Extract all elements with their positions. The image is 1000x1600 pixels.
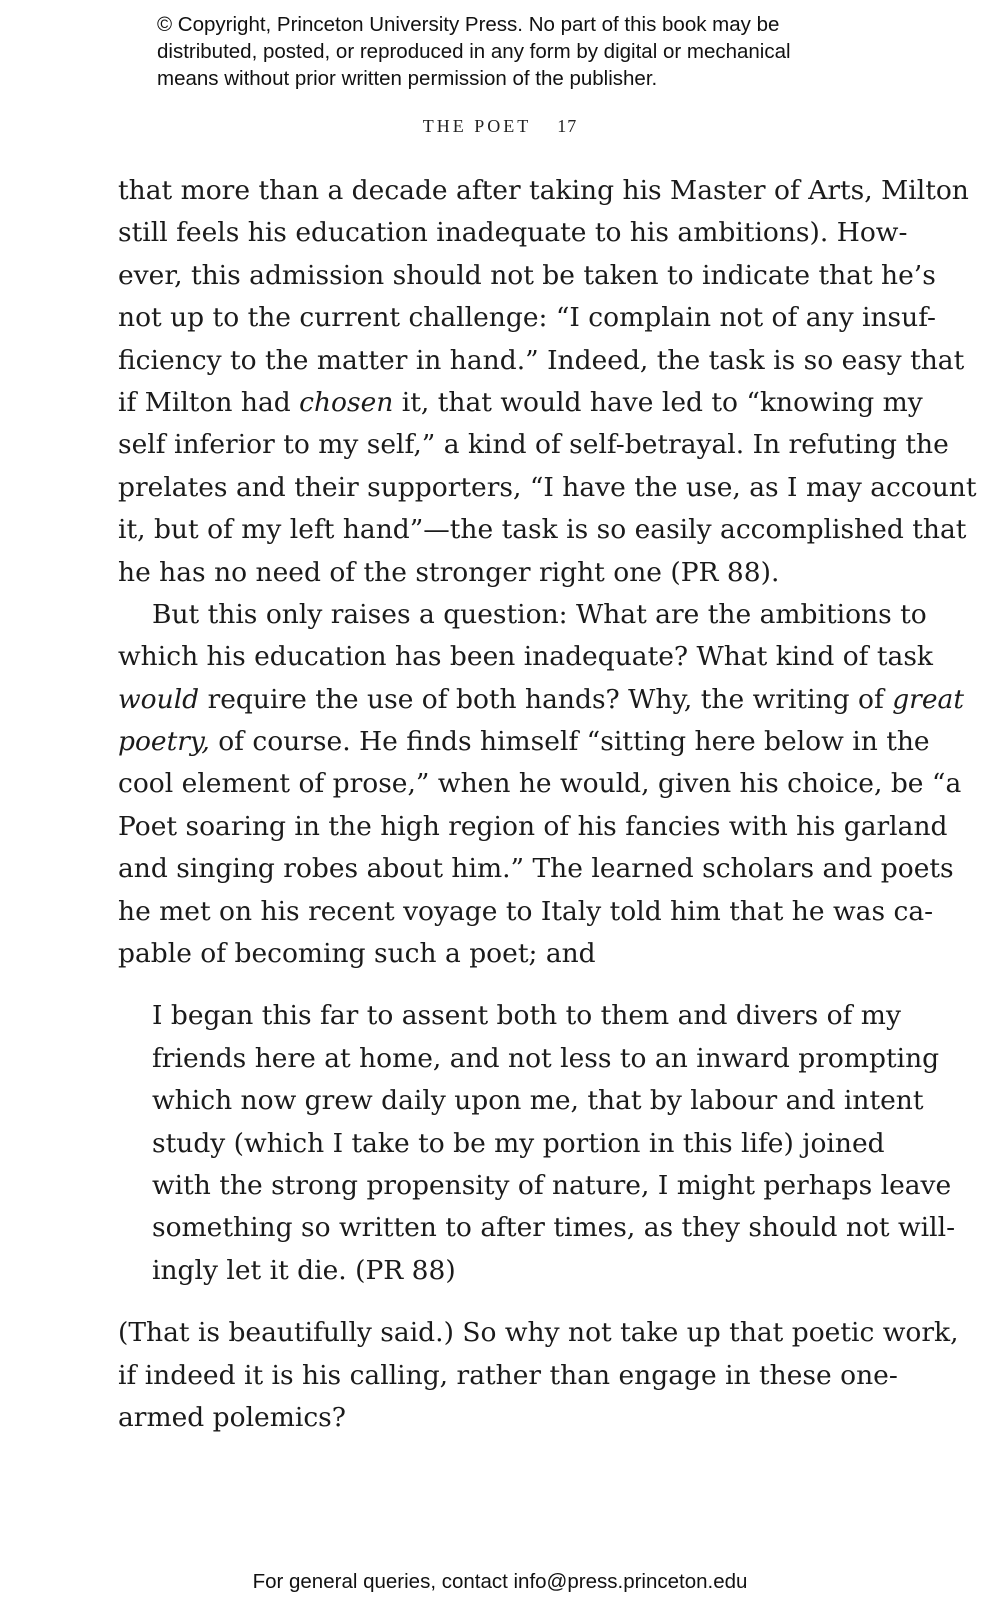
footer-contact: For general queries, contact info@press.princeton.edu: [252, 1570, 748, 1593]
text-line: (That is beautifully said.) So why not take up that poetic work,: [118, 1317, 959, 1349]
text-line: not up to the current challenge: “I complain not of any insuf-: [118, 302, 937, 334]
text-line: ever, this admission should not be taken to indicate that he’s: [118, 259, 936, 291]
italic-run: great: [892, 683, 964, 715]
text-line: if indeed it is his calling, rather than engage in these one-: [118, 1359, 898, 1391]
text-line: [118, 382, 923, 424]
text-line: pable of becoming such a poet; and: [118, 938, 596, 970]
text-run: if Milton had: [118, 386, 300, 418]
text-line: self inferior to my self,” a kind of self-betrayal. In refuting the: [118, 429, 949, 461]
text-line: Poet soaring in the high region of his fancies with his garland: [118, 810, 948, 842]
text-line: it, but of my left hand”—the task is so easily accomplished that: [118, 514, 967, 546]
text-line: [118, 679, 964, 721]
text-line: But this only raises a question: What are the ambitions to: [152, 598, 927, 630]
copyright-line: © Copyright, Princeton University Press. No part of this book may be: [157, 13, 780, 36]
italic-run: poetry,: [118, 726, 210, 758]
text-run: require the use of both hands? Why, the writing of: [199, 683, 893, 715]
paragraph-2: [118, 594, 964, 976]
text-line: prelates and their supporters, “I have the use, as I may account: [118, 471, 977, 503]
text-run: it, that would have led to “knowing my: [393, 386, 923, 418]
quote-line: friends here at home, and not less to an inward prompting: [152, 1042, 940, 1074]
text-line: still feels his education inadequate to his ambitions). How-: [118, 217, 908, 249]
body-text: [118, 170, 977, 1439]
text-line: he has no need of the stronger right one (PR 88).: [118, 556, 780, 588]
text-line: and singing robes about him.” The learned scholars and poets: [118, 853, 954, 885]
text-line: armed polemics?: [118, 1401, 346, 1433]
quote-line: with the strong propensity of nature, I might perhaps leave: [152, 1169, 952, 1201]
paragraph-3: [118, 1312, 959, 1439]
text-line: which his education has been inadequate? What kind of task: [118, 641, 933, 673]
italic-run: would: [118, 683, 200, 715]
running-head-title: THE POET: [422, 116, 532, 136]
quote-line: which now grew daily upon me, that by labour and intent: [152, 1085, 924, 1117]
copyright-line: means without prior written permission of the publisher.: [157, 67, 658, 90]
copyright-line: distributed, posted, or reproduced in any form by digital or mechanical: [157, 40, 791, 63]
quote-line: something so written to after times, as they should not will-: [152, 1212, 956, 1244]
text-line: that more than a decade after taking his Master of Arts, Milton: [118, 175, 969, 206]
text-line: he met on his recent voyage to Italy told him that he was ca-: [118, 895, 934, 927]
italic-run: chosen: [299, 386, 394, 418]
quote-line: ingly let it die. (PR 88): [152, 1254, 456, 1286]
text-line: cool element of prose,” when he would, given his choice, be “a: [118, 768, 962, 800]
text-run: of course. He finds himself “sitting here below in the: [209, 726, 930, 758]
copyright-notice: [157, 11, 877, 92]
text-line: ficiency to the matter in hand.” Indeed, the task is so easy that: [118, 344, 965, 376]
quote-line: I began this far to assent both to them and divers of my: [152, 1000, 901, 1032]
paragraph-1: [118, 170, 977, 594]
block-quote: [118, 995, 956, 1292]
quote-line: study (which I take to be my portion in this life) joined: [152, 1127, 885, 1159]
running-head: [0, 116, 1000, 137]
text-line: [118, 721, 930, 763]
page-number: 17: [557, 116, 578, 136]
